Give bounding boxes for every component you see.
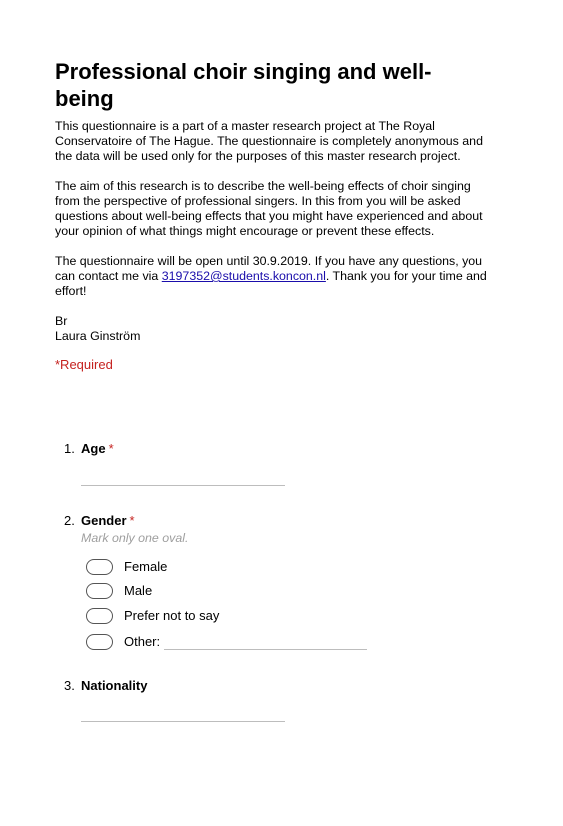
contact-email-link[interactable]: 3197352@students.koncon.nl (161, 269, 326, 283)
question-label: Gender (81, 513, 127, 528)
radio-oval[interactable] (86, 583, 113, 599)
required-asterisk: * (129, 513, 135, 528)
form-description (55, 119, 495, 372)
question-nationality (64, 678, 147, 693)
question-number: 2. (64, 513, 75, 528)
question-label: Age (81, 441, 106, 456)
required-asterisk: * (108, 441, 114, 456)
gender-option-male[interactable] (86, 581, 152, 600)
gender-option-prefer-not-to-say[interactable] (86, 606, 219, 625)
question-label: Nationality (81, 678, 148, 693)
intro-text-after-email: . Thank you for your time and effort! (55, 269, 487, 298)
radio-oval[interactable] (86, 608, 113, 624)
nationality-answer-field[interactable] (81, 721, 285, 722)
question-gender (64, 513, 135, 528)
greeting: Br (55, 314, 68, 328)
option-label: Male (124, 583, 153, 598)
option-label: Prefer not to say (124, 608, 220, 623)
radio-oval[interactable] (86, 559, 113, 575)
gender-option-other[interactable] (86, 632, 367, 651)
other-text-field[interactable] (164, 649, 367, 650)
signature (55, 314, 495, 344)
intro-paragraph-3 (55, 254, 495, 299)
intro-paragraph-1: This questionnaire is a part of a master research project at The Royal Conservatoire of The Hague. The questionnaire is completely anonymous and the data will be used only for the purposes of this master research project. (55, 119, 483, 163)
gender-option-female[interactable] (86, 557, 167, 576)
age-answer-field[interactable] (81, 485, 285, 486)
question-number: 3. (64, 678, 75, 693)
question-number: 1. (64, 441, 75, 456)
intro-paragraph-2: The aim of this research is to describe the well-being effects of choir singing from the perspective of professional singers. In this from you will be asked questions about well-being effects that you might have experienced and about your opinion of what things might encourage or prevent these effects. (55, 179, 483, 238)
radio-oval[interactable] (86, 634, 113, 650)
intro-text-before-email: The questionnaire will be open until 30.9.2019. If you have any questions, you can contact me via (55, 254, 483, 283)
author-name: Laura Ginström (55, 329, 141, 343)
question-age (64, 441, 114, 456)
form-title: Professional choir singing and well-being (55, 59, 432, 111)
option-label: Other: (124, 634, 161, 649)
gender-hint: Mark only one oval. (81, 531, 189, 545)
option-label: Female (124, 559, 168, 574)
required-note: *Required (55, 357, 113, 372)
